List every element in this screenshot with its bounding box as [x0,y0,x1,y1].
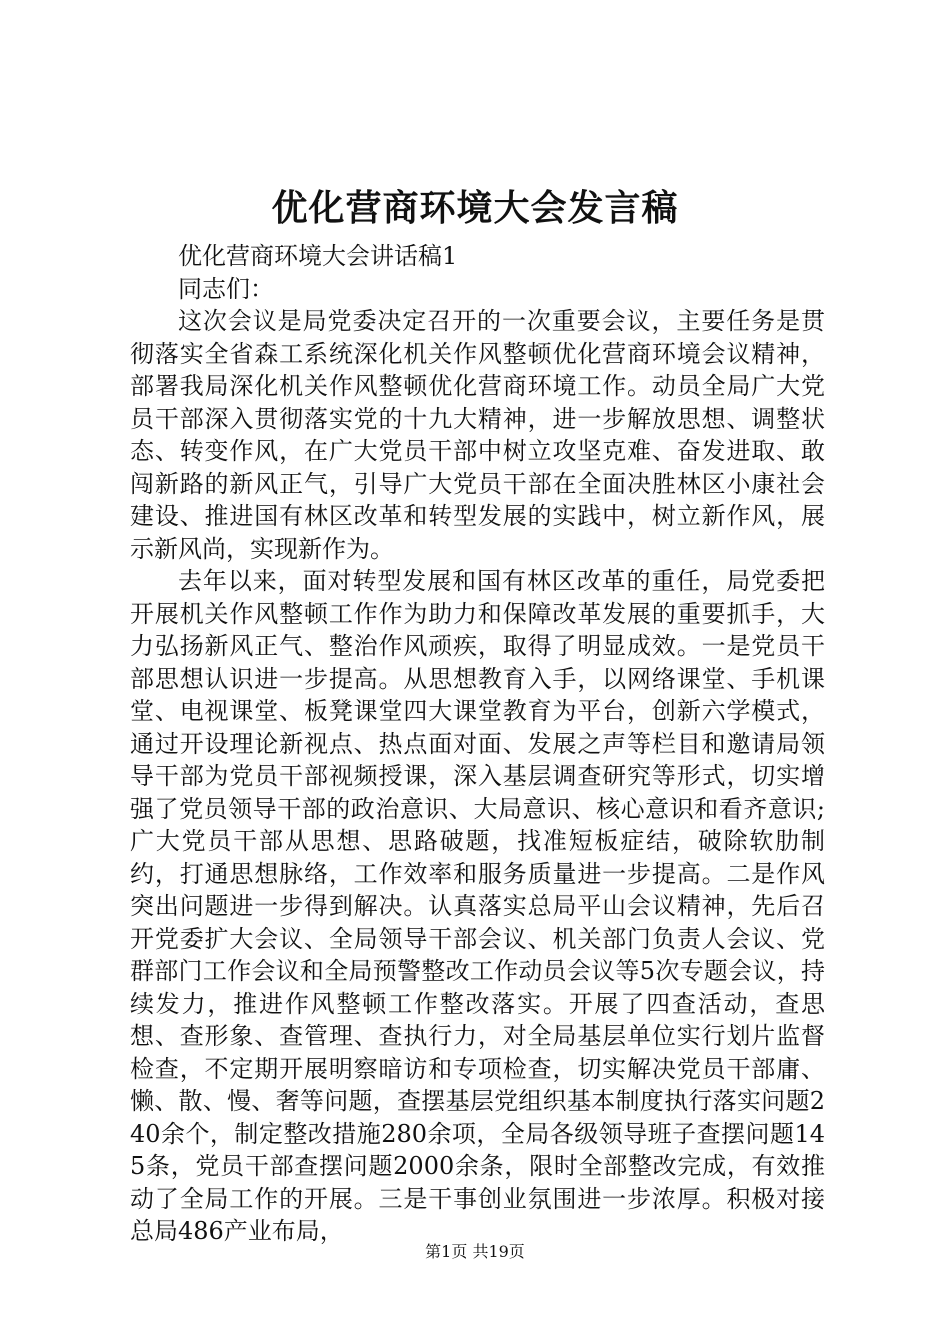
paragraph: 去年以来，面对转型发展和国有林区改革的重任，局党委把开展机关作风整顿工作作为助力和保障改革发展的重要抓手，大力弘扬新风正气、整治作风顽疾，取得了明显成效。一是党员干部思想认识进一步提高。从思想教育入手，以网络课堂、手机课堂、电视课堂、板凳课堂四大课堂教育为平台，创新六学模式，通过开设理论新视点、热点面对面、发展之声等栏目和邀请局领导干部为党员干部视频授课，深入基层调查研究等形式，切实增强了党员领导干部的政治意识、大局意识、核心意识和看齐意识;广大党员干部从思想、思路破题，找准短板症结，破除软肋制约，打通思想脉络，工作效率和服务质量进一步提高。二是作风突出问题进一步得到解决。认真落实总局平山会议精神，先后召开党委扩大会议、全局领导干部会议、机关部门负责人会议、党群部门工作会议和全局预警整改工作动员会议等5次专题会议，持续发力，推进作风整顿工作整改落实。开展了四查活动，查思想、查形象、查管理、查执行力，对全局基层单位实行划片监督检查，不定期开展明察暗访和专项检查，切实解决党员干部庸、懒、散、慢、奢等问题，查摆基层党组织基本制度执行落实问题240余个，制定整改措施280余项，全局各级领导班子查摆问题145条，党员干部查摆问题2000余条，限时全部整改完成，有效推动了全局工作的开展。三是干事创业氛围进一步浓厚。积极对接总局486产业布局， [130,567,825,1245]
page-number-footer: 第1页 共19页 [425,1242,525,1261]
page-title: 优化营商环境大会发言稿 [271,187,679,229]
salutation: 同志们： [178,274,274,303]
document-body [130,240,825,1248]
subtitle: 优化营商环境大会讲话稿1 [178,242,458,270]
paragraph: 这次会议是局党委决定召开的一次重要会议，主要任务是贯彻落实全省森工系统深化机关作风整顿优化营商环境会议精神，部署我局深化机关作风整顿优化营商环境工作。动员全局广大党员干部深入贯彻落实党的十九大精神，进一步解放思想、调整状态、转变作风，在广大党员干部中树立攻坚克难、奋发进取、敢闯新路的新风正气，引导广大党员干部在全面决胜林区小康社会建设、推进国有林区改革和转型发展的实践中，树立新作风，展示新风尚，实现新作为。 [130,307,825,563]
